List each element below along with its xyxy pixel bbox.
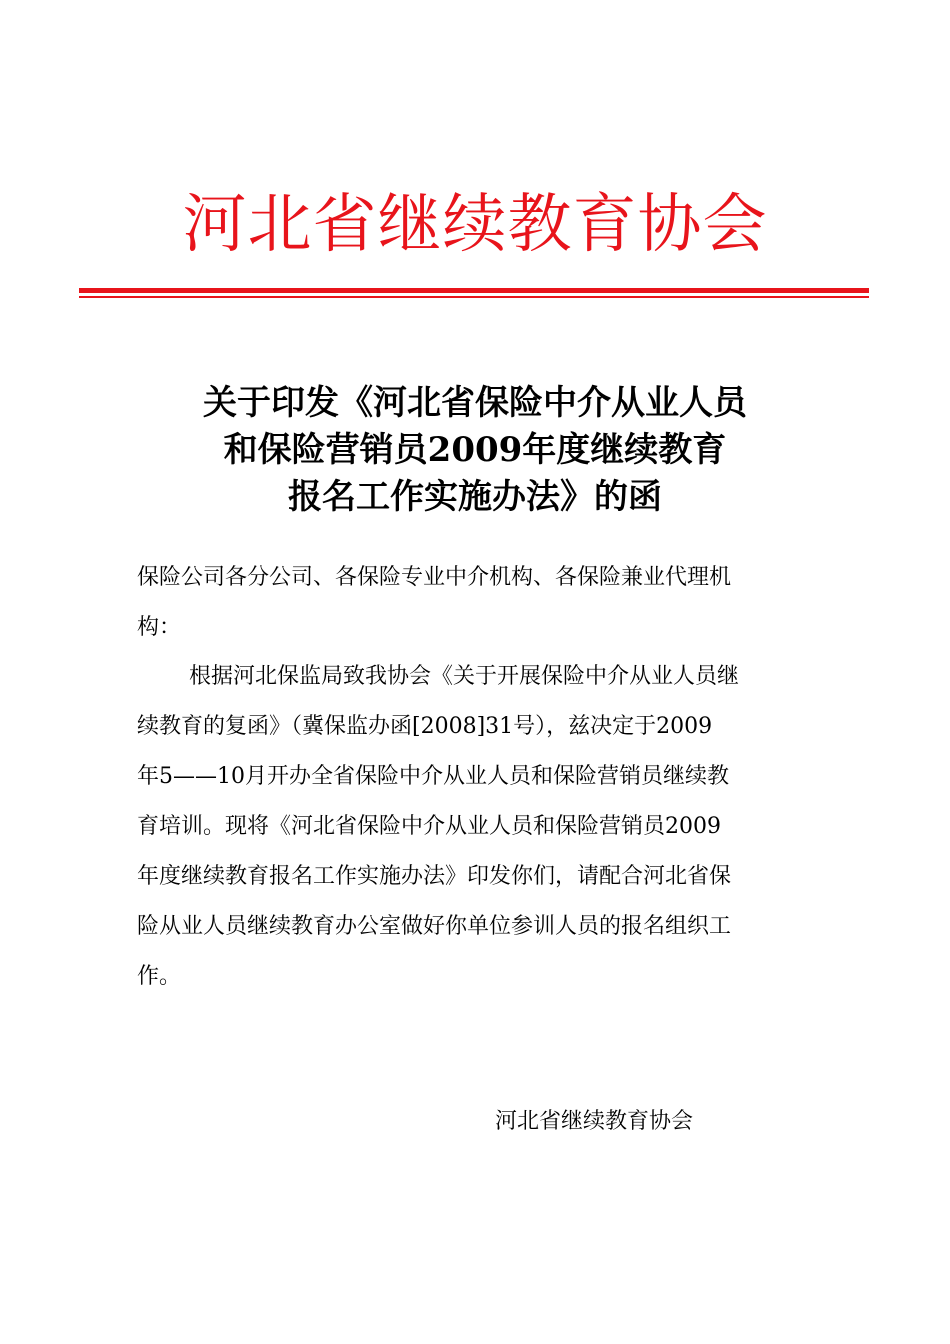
title-line-2: 和保险营销员2009年度继续教育 (223, 430, 727, 470)
recipient-line-1: 保险公司各分公司、各保险专业中介机构、各保险兼业代理机 (137, 565, 732, 590)
letterhead-rule-thick (79, 288, 869, 293)
signature-org: 河北省继续教育协会 (495, 1109, 694, 1134)
body-line-4: 育培训。现将《河北省保险中介从业人员和保险营销员2009 (137, 814, 721, 839)
body-line-7: 作。 (137, 964, 182, 989)
recipient-block (137, 553, 827, 653)
title-line-1: 关于印发《河北省保险中介从业人员 (203, 383, 747, 423)
body-line-3: 年5——10月开办全省保险中介从业人员和保险营销员继续教 (137, 764, 729, 789)
letterhead-rule-thin (79, 296, 869, 298)
recipient-line-2: 构： (137, 615, 182, 640)
body-paragraph (137, 652, 827, 1002)
document-title (0, 380, 950, 521)
body-line-6: 险从业人员继续教育办公室做好你单位参训人员的报名组织工 (137, 914, 732, 939)
body-line-1: 根据河北保监局致我协会《关于开展保险中介从业人员继 (189, 664, 740, 689)
org-letterhead: 河北省继续教育协会 (182, 188, 768, 262)
body-line-2: 续教育的复函》（冀保监办函[2008]31号），兹决定于2009 (137, 714, 713, 739)
body-line-5: 年度继续教育报名工作实施办法》印发你们，请配合河北省保 (137, 864, 732, 889)
title-line-3: 报名工作实施办法》的函 (288, 477, 662, 517)
